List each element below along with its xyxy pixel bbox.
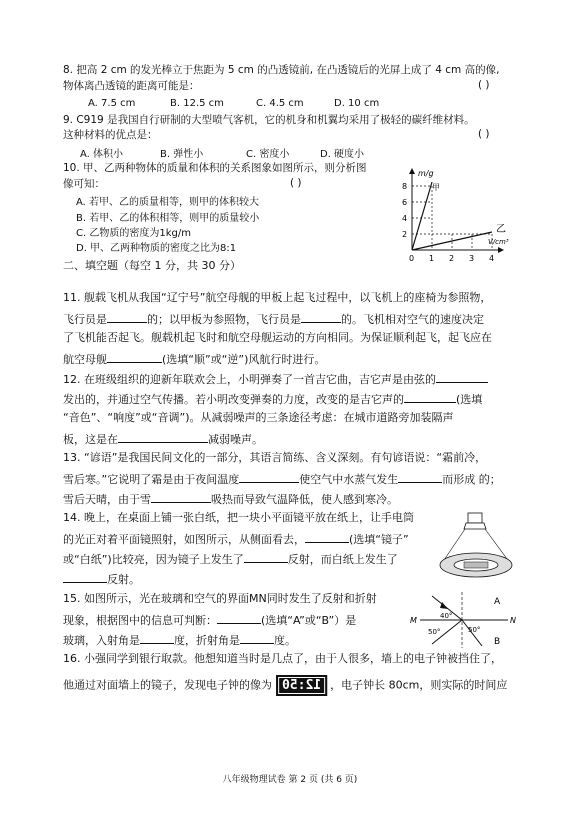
q10-option-b: B. 若甲、乙的体积相等，则甲的质量较小 — [76, 213, 260, 224]
q15-line3: 玻璃，入射角是 度，折射角是 度。 — [63, 634, 296, 647]
q9-answer-paren: ( ) — [478, 128, 490, 140]
label-a: A — [494, 597, 501, 607]
q8-line2: 物体离凸透镜的距离可能是： — [63, 80, 200, 92]
q13-line3: 雪后天晴，由于雪 吸热而导致气温降低，使人感到寒冷。 — [63, 493, 398, 506]
q8-option-d: D. 10 cm — [334, 98, 380, 109]
q10-option-c: C. 乙物质的密度为1kg/m — [76, 228, 191, 239]
q8-line1: 8. 把高 2 cm 的发光棒立于焦距为 5 cm 的凸透镜前, 在凸透镜后的光屏上成了 4 cm 高的像, — [63, 64, 500, 76]
q14-blank-3[interactable] — [63, 571, 107, 583]
q15-blank-2[interactable] — [140, 632, 174, 644]
q9-option-d: D. 硬度小 — [320, 149, 365, 160]
x-tick-2: 2 — [449, 254, 455, 263]
q11-line1: 11. 舰载飞机从我国“辽宁号”航空母舰的甲板上起飞过程中，以飞机上的座椅为参照物， — [63, 291, 492, 304]
q8-option-c: C. 4.5 cm — [256, 98, 304, 109]
q10-line2: 像可知： — [63, 178, 105, 190]
y-tick-2: 2 — [402, 230, 408, 239]
q11-line3: 了飞机能否起飞。舰载机起飞时和航空母舰运动的方向相同。为保证顺利起飞，起飞应在 — [63, 331, 492, 344]
y-tick-4: 4 — [402, 214, 408, 223]
label-m: M — [410, 616, 417, 625]
q14-blank-1[interactable] — [305, 531, 349, 543]
q14-line1: 14. 晚上，在桌面上铺一张白纸，把一块小平面镜平放在纸上，让手电筒 — [63, 511, 414, 524]
label-yi: 乙 — [496, 224, 506, 235]
q13-line2: 雪后寒。”它说明了霜是由于夜间温度 使空气中水蒸气发生 而形成 的； — [63, 473, 501, 486]
q12-line2: 发出的，并通过空气传播。若小明改变弹奏的力度，改变的是吉它声的 (选填 — [63, 393, 483, 406]
page-footer: 八年级物理试卷 第 2 页 (共 6 页) — [222, 775, 358, 785]
q13-blank-1[interactable] — [239, 471, 299, 483]
q12-line3: “音色”、“响度”或“音调”)。从减弱噪声的三条途径考虑：在城市道路旁加装隔声 — [63, 411, 454, 424]
q15-blank-3[interactable] — [240, 632, 274, 644]
q14-blank-2[interactable] — [244, 551, 288, 563]
x-tick-1: 1 — [429, 254, 435, 263]
label-b: B — [494, 637, 501, 647]
mass-volume-graph — [398, 166, 516, 264]
q14-line2: 的光正对着平面镜照射，如图所示，从侧面看去， (选填“镜子” — [63, 533, 409, 546]
q9-line2: 这种材料的优点是： — [63, 129, 158, 141]
q11-line4: 航空母舰 (选填“顺”或“逆”)风航行时进行。 — [63, 353, 326, 366]
q14-line4: 反射。 — [63, 571, 140, 587]
x-axis-label: V/cm³ — [488, 238, 509, 246]
q12-line4: 板，这是在 减弱噪声。 — [63, 433, 263, 446]
mirror-clock: 12:50 — [276, 675, 327, 696]
q9-option-c: C. 密度小 — [246, 149, 290, 160]
q10-option-d: D. 甲、乙两种物质的密度之比为8:1 — [76, 243, 237, 254]
y-axis-arrow — [409, 168, 415, 174]
q11-line2: 飞行员是 的；以甲板为参照物，飞行员是 的。飞机相对空气的速度决定 — [63, 313, 484, 326]
q10-option-a: A. 若甲、乙的质量相等，则甲的体积较大 — [76, 197, 260, 208]
q12-blank-2[interactable] — [404, 391, 456, 403]
q12-blank-3[interactable] — [118, 431, 208, 443]
label-jia: 甲 — [432, 183, 440, 192]
angle-50-left: 50° — [428, 628, 441, 636]
flashlight-mirror-figure — [438, 511, 518, 581]
q13-blank-3[interactable] — [151, 491, 211, 503]
q11-blank-1[interactable] — [107, 311, 147, 323]
label-n: N — [510, 616, 516, 625]
q16-line2: 他通过对面墙上的镜子，发现电子钟的像为 12:50 ，电子钟长 80cm，则实际的时间应 — [63, 675, 507, 696]
q9-line1: 9. C919 是我国自行研制的大型喷气客机，它的机身和机翼均采用了极轻的碳纤维材料。 — [63, 114, 475, 126]
q14-line3: 或“白纸”)比较亮，因为镜子上发生了 反射，而白纸上发生了 — [63, 553, 398, 566]
q9-option-b: B. 弹性小 — [160, 149, 204, 160]
q11-blank-2[interactable] — [301, 311, 341, 323]
refraction-figure — [406, 588, 520, 650]
y-tick-6: 6 — [402, 198, 408, 207]
y-tick-8: 8 — [402, 182, 408, 191]
section-title: 二、填空题（每空 1 分，共 30 分） — [63, 259, 241, 272]
x-tick-0: 0 — [409, 254, 415, 263]
flashlight-icon — [468, 513, 482, 523]
q15-line1: 15. 如图所示，光在玻璃和空气的界面MN同时发生了反射和折射 — [63, 592, 377, 605]
q16-line1: 16. 小强同学到银行取款。他想知道当时是几点了，由于人很多，墙上的电子钟被挡住了， — [63, 652, 502, 665]
q12-blank-1[interactable] — [436, 371, 488, 383]
angle-40: 40° — [440, 612, 453, 620]
q8-option-b: B. 12.5 cm — [170, 98, 224, 109]
q11-blank-3[interactable] — [107, 351, 162, 363]
q8-answer-paren: ( ) — [478, 79, 490, 91]
q15-blank-1[interactable] — [217, 612, 261, 624]
q8-option-a: A. 7.5 cm — [88, 98, 136, 109]
q10-line1: 10. 甲、乙两种物体的质量和体积的关系图象如图所示，则分析图 — [63, 162, 367, 174]
y-axis-label: m/g — [418, 169, 434, 178]
x-tick-3: 3 — [469, 254, 475, 263]
q13-blank-2[interactable] — [398, 471, 442, 483]
line-jia — [412, 182, 432, 250]
x-axis-arrow — [498, 247, 504, 253]
q13-line1: 13. “谚语”是我国民间文化的一部分，其语言简练、含义深刻。有句谚语说：“霜前冷， — [63, 451, 487, 464]
q10-answer-paren: ( ) — [290, 177, 302, 189]
q9-option-a: A. 体积小 — [80, 149, 124, 160]
q12-line1: 12. 在班级组织的迎新年联欢会上，小明弹奏了一首吉它曲，吉它声是由弦的 — [63, 371, 488, 387]
q15-line2: 现象，根据图中的信息可判断： (选填“A”或“B”）是 — [63, 614, 357, 627]
angle-50-right: 50° — [468, 626, 481, 634]
x-tick-4: 4 — [489, 254, 495, 263]
